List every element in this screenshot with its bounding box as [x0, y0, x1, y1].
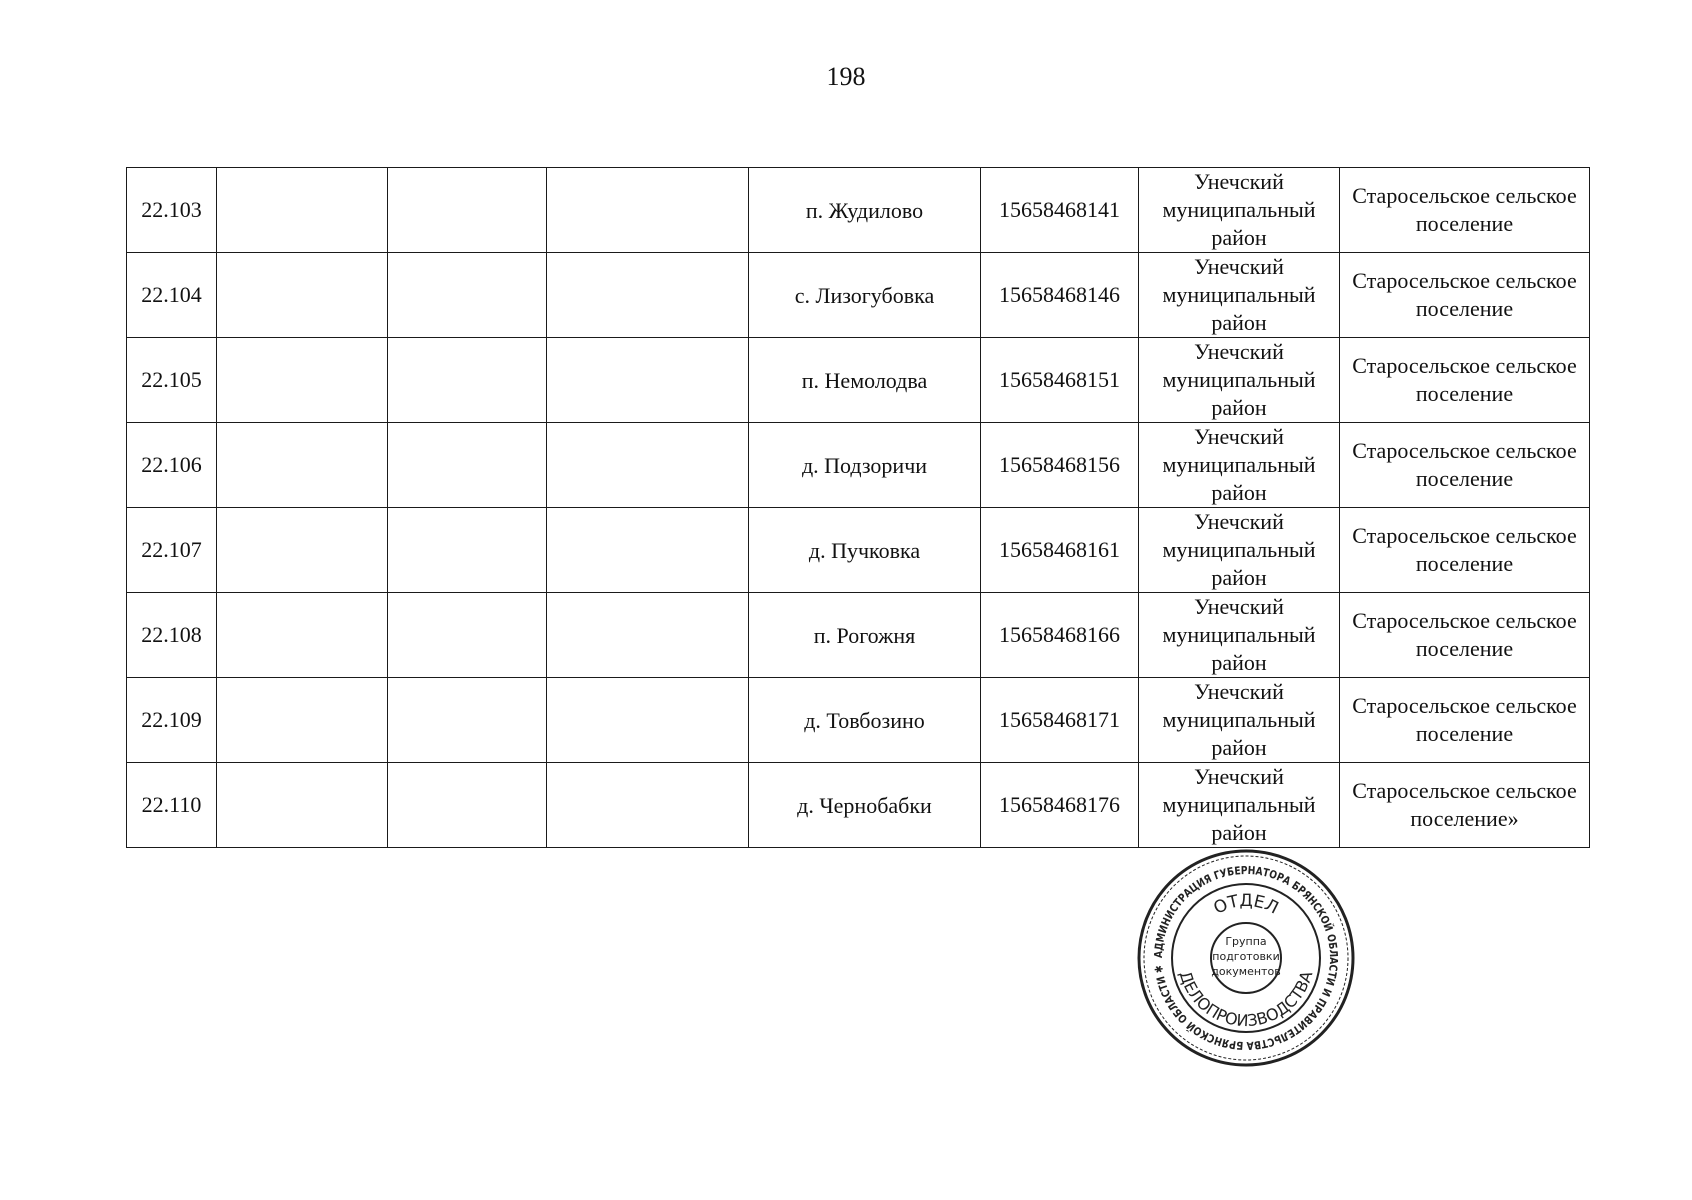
- official-stamp: [1136, 848, 1356, 1068]
- table-row: [127, 168, 1590, 253]
- district-cell: Унечский муниципальный район: [1139, 508, 1340, 593]
- empty-cell: [547, 253, 749, 338]
- place-name: д. Чернобабки: [797, 793, 932, 818]
- place-cell: [749, 423, 981, 508]
- table-row: [127, 338, 1590, 423]
- district-cell: Унечский муниципальный район: [1139, 593, 1340, 678]
- empty-cell: [547, 593, 749, 678]
- code-cell: 15658468146: [981, 253, 1139, 338]
- empty-cell: [388, 168, 547, 253]
- code-cell: 15658468176: [981, 763, 1139, 848]
- place-cell: [749, 763, 981, 848]
- registry-table: [126, 167, 1590, 848]
- district-cell: Унечский муниципальный район: [1139, 423, 1340, 508]
- code-cell: 15658468141: [981, 168, 1139, 253]
- empty-cell: [388, 678, 547, 763]
- place-cell: [749, 168, 981, 253]
- place-cell: [749, 508, 981, 593]
- stamp-middle-top-text: ОТДЕЛ: [1210, 890, 1282, 919]
- empty-cell: [217, 423, 388, 508]
- place-cell: [749, 253, 981, 338]
- empty-cell: [547, 423, 749, 508]
- empty-cell: [388, 508, 547, 593]
- table-row: [127, 423, 1590, 508]
- empty-cell: [388, 423, 547, 508]
- empty-cell: [547, 168, 749, 253]
- row-number-cell: 22.103: [127, 168, 217, 253]
- stamp-center-line: подготовки: [1212, 950, 1280, 963]
- registry-table-body: [127, 168, 1590, 848]
- district-cell: Унечский муниципальный район: [1139, 763, 1340, 848]
- stamp-outer-text: АДМИНИСТРАЦИЯ ГУБЕРНАТОРА БРЯНСКОЙ ОБЛАСТИ И ПРАВИТЕЛЬСТВА БРЯНСКОЙ ОБЛАСТИ ✱: [1151, 863, 1341, 1053]
- place-name: п. Рогожня: [813, 623, 916, 648]
- row-number-cell: 22.108: [127, 593, 217, 678]
- place-name: д. Пучковка: [808, 538, 921, 563]
- code-cell: 15658468156: [981, 423, 1139, 508]
- empty-cell: [217, 338, 388, 423]
- table-row: [127, 678, 1590, 763]
- page-number: 198: [826, 62, 866, 91]
- place-name: п. Немолодва: [801, 368, 928, 393]
- settlement-cell: Старосельское сельское поселение»: [1340, 763, 1590, 848]
- table-row: [127, 253, 1590, 338]
- empty-cell: [217, 593, 388, 678]
- settlement-cell: Старосельское сельское поселение: [1340, 423, 1590, 508]
- empty-cell: [217, 253, 388, 338]
- settlement-cell: Старосельское сельское поселение: [1340, 168, 1590, 253]
- empty-cell: [388, 338, 547, 423]
- empty-cell: [217, 678, 388, 763]
- code-cell: 15658468161: [981, 508, 1139, 593]
- place-name: п. Жудилово: [805, 198, 924, 223]
- place-name: с. Лизогубовка: [794, 283, 935, 308]
- place-name: д. Товбозино: [804, 708, 925, 733]
- district-cell: Унечский муниципальный район: [1139, 338, 1340, 423]
- code-cell: 15658468166: [981, 593, 1139, 678]
- empty-cell: [217, 508, 388, 593]
- stamp-center-line: документов: [1211, 965, 1281, 978]
- row-number-cell: 22.104: [127, 253, 217, 338]
- empty-cell: [547, 763, 749, 848]
- code-cell: 15658468171: [981, 678, 1139, 763]
- empty-cell: [547, 678, 749, 763]
- settlement-cell: Старосельское сельское поселение: [1340, 253, 1590, 338]
- settlement-cell: Старосельское сельское поселение: [1340, 508, 1590, 593]
- district-cell: Унечский муниципальный район: [1139, 678, 1340, 763]
- district-cell: Унечский муниципальный район: [1139, 168, 1340, 253]
- stamp-center-line: Группа: [1225, 935, 1267, 948]
- empty-cell: [388, 253, 547, 338]
- code-cell: 15658468151: [981, 338, 1139, 423]
- place-cell: [749, 678, 981, 763]
- place-cell: [749, 593, 981, 678]
- table-row: [127, 593, 1590, 678]
- empty-cell: [388, 763, 547, 848]
- empty-cell: [547, 338, 749, 423]
- row-number-cell: 22.106: [127, 423, 217, 508]
- table-row: [127, 763, 1590, 848]
- row-number-cell: 22.109: [127, 678, 217, 763]
- settlement-cell: Старосельское сельское поселение: [1340, 593, 1590, 678]
- place-name: д. Подзоричи: [801, 453, 928, 478]
- settlement-cell: Старосельское сельское поселение: [1340, 678, 1590, 763]
- empty-cell: [217, 168, 388, 253]
- row-number-cell: 22.105: [127, 338, 217, 423]
- table-row: [127, 508, 1590, 593]
- district-cell: Унечский муниципальный район: [1139, 253, 1340, 338]
- empty-cell: [547, 508, 749, 593]
- empty-cell: [388, 593, 547, 678]
- place-cell: [749, 338, 981, 423]
- stamp-middle-bottom-text: ДЕЛОПРОИЗВОДСТВА: [1175, 968, 1317, 1031]
- row-number-cell: 22.110: [127, 763, 217, 848]
- settlement-cell: Старосельское сельское поселение: [1340, 338, 1590, 423]
- row-number-cell: 22.107: [127, 508, 217, 593]
- empty-cell: [217, 763, 388, 848]
